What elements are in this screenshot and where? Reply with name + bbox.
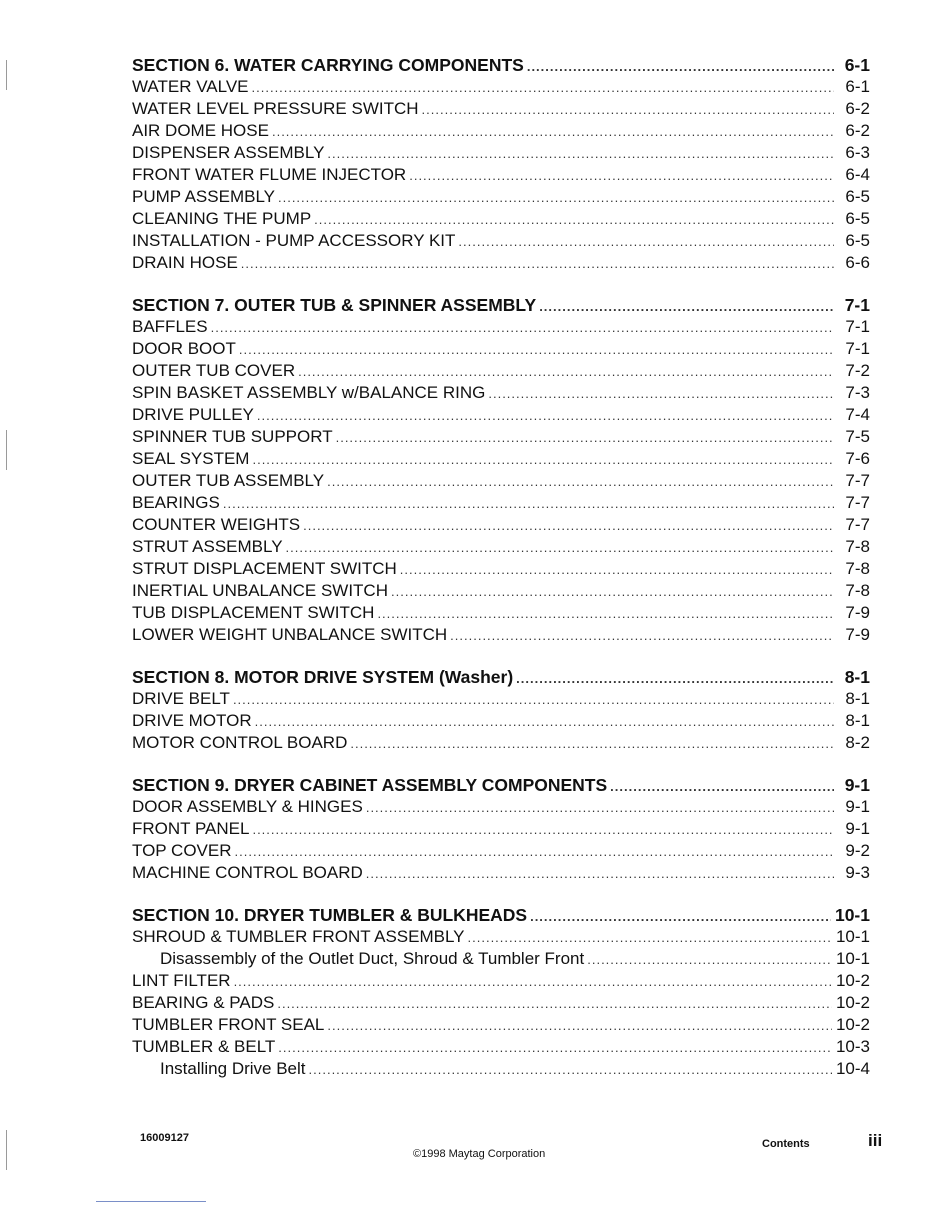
toc-entry[interactable] (132, 164, 870, 186)
dot-leader (409, 165, 834, 187)
toc-entry[interactable] (132, 404, 870, 426)
toc-entry-page: 9-1 (845, 819, 870, 838)
toc-entry-title: MOTOR CONTROL BOARD (132, 733, 348, 752)
dot-leader (587, 949, 832, 971)
toc-entry[interactable] (132, 382, 870, 404)
toc-entry-title: TUB DISPLACEMENT SWITCH (132, 603, 375, 622)
toc-entry-page: 6-5 (845, 187, 870, 206)
toc-entry-title: STRUT ASSEMBLY (132, 537, 283, 556)
toc-entry-page: 6-4 (845, 165, 870, 184)
dot-leader (327, 1015, 832, 1037)
dot-leader (252, 819, 834, 841)
dot-leader (252, 77, 834, 99)
table-of-contents (132, 54, 870, 1100)
toc-entry-page: 6-3 (845, 143, 870, 162)
toc-entry-page: 7-1 (844, 295, 870, 315)
toc-entry-page: 7-1 (845, 339, 870, 358)
page-number: iii (868, 1131, 883, 1150)
dot-leader (257, 405, 834, 427)
dot-leader (298, 361, 834, 383)
toc-entry-page: 8-2 (845, 733, 870, 752)
toc-section-6 (132, 54, 870, 274)
toc-entry-title: FRONT WATER FLUME INJECTOR (132, 165, 407, 184)
dot-leader (327, 143, 834, 165)
toc-entry-page: 6-2 (845, 121, 870, 140)
toc-entry-title: DRIVE MOTOR (132, 711, 252, 730)
dot-leader (336, 427, 834, 449)
toc-entry-title: CLEANING THE PUMP (132, 209, 312, 228)
toc-entry[interactable] (132, 624, 870, 646)
toc-entry-title: DRAIN HOSE (132, 253, 238, 272)
toc-entry[interactable] (132, 492, 870, 514)
toc-entry-title: DRIVE BELT (132, 689, 230, 708)
dot-leader (516, 668, 834, 690)
toc-entry[interactable] (132, 514, 870, 536)
toc-entry-page: 7-8 (845, 581, 870, 600)
dot-leader (527, 56, 834, 78)
toc-section-heading[interactable] (132, 666, 870, 688)
toc-entry-title: DRIVE PULLEY (132, 405, 254, 424)
toc-entry-title: SECTION 10. DRYER TUMBLER & BULKHEADS (132, 905, 528, 925)
dot-leader (241, 253, 834, 275)
dot-leader (278, 187, 834, 209)
toc-entry-page: 7-3 (845, 383, 870, 402)
toc-entry-page: 6-1 (845, 77, 870, 96)
toc-entry[interactable] (132, 818, 870, 840)
toc-entry[interactable] (132, 230, 870, 252)
toc-entry-title: PUMP ASSEMBLY (132, 187, 275, 206)
toc-entry-title: STRUT DISPLACEMENT SWITCH (132, 559, 397, 578)
dot-leader (610, 776, 834, 798)
dot-leader (366, 863, 834, 885)
toc-entry-page: 10-2 (835, 1015, 870, 1034)
toc-entry[interactable] (132, 926, 870, 948)
toc-entry-page: 6-6 (845, 253, 870, 272)
toc-entry-title: SEAL SYSTEM (132, 449, 250, 468)
document-code: 16009127 (140, 1132, 189, 1144)
toc-entry[interactable] (132, 1014, 870, 1036)
toc-entry-page: 10-3 (835, 1037, 870, 1056)
toc-entry-title: AIR DOME HOSE (132, 121, 269, 140)
toc-entry[interactable] (132, 186, 870, 208)
toc-entry-page: 10-2 (835, 993, 870, 1012)
dot-leader (252, 449, 834, 471)
toc-entry-page: 7-5 (845, 427, 870, 446)
toc-section-heading[interactable] (132, 54, 870, 76)
dot-leader (277, 993, 832, 1015)
toc-entry-title: MACHINE CONTROL BOARD (132, 863, 363, 882)
toc-entry-title: INERTIAL UNBALANCE SWITCH (132, 581, 388, 600)
dot-leader (234, 971, 832, 993)
dot-leader (223, 493, 834, 515)
dot-leader (327, 471, 834, 493)
toc-entry[interactable] (132, 360, 870, 382)
toc-entry-page: 7-7 (845, 515, 870, 534)
toc-entry-page: 8-1 (845, 689, 870, 708)
toc-section-8 (132, 666, 870, 754)
toc-entry-title: BEARING & PADS (132, 993, 275, 1012)
toc-entry[interactable] (132, 252, 870, 274)
dot-leader (278, 1037, 832, 1059)
dot-leader (377, 603, 834, 625)
toc-entry[interactable] (132, 862, 870, 884)
toc-entry[interactable] (132, 580, 870, 602)
toc-entry[interactable] (132, 448, 870, 470)
toc-entry-title: TUMBLER & BELT (132, 1037, 276, 1056)
toc-subentry[interactable] (132, 1058, 870, 1080)
dot-leader (366, 797, 834, 819)
scan-margin-mark (6, 1130, 7, 1170)
copyright-notice: ©1998 Maytag Corporation (413, 1148, 546, 1160)
toc-section-7 (132, 294, 870, 646)
toc-entry-title: TUMBLER FRONT SEAL (132, 1015, 325, 1034)
toc-entry-page: 10-2 (835, 971, 870, 990)
toc-entry-title: LINT FILTER (132, 971, 231, 990)
toc-entry-page: 6-2 (845, 99, 870, 118)
toc-entry-page: 8-1 (844, 667, 870, 687)
dot-leader (309, 1059, 832, 1081)
dot-leader (391, 581, 834, 603)
toc-entry[interactable] (132, 796, 870, 818)
toc-entry-page: 10-1 (835, 927, 870, 946)
dot-leader (422, 99, 834, 121)
toc-entry-page: 9-1 (844, 775, 870, 795)
toc-entry-page: 6-5 (845, 231, 870, 250)
toc-entry-page: 9-2 (845, 841, 870, 860)
toc-entry[interactable] (132, 426, 870, 448)
dot-leader (539, 296, 834, 318)
toc-entry[interactable] (132, 970, 870, 992)
dot-leader (488, 383, 834, 405)
toc-entry-title: INSTALLATION - PUMP ACCESSORY KIT (132, 231, 456, 250)
toc-entry-page: 7-2 (845, 361, 870, 380)
toc-entry-title: WATER LEVEL PRESSURE SWITCH (132, 99, 419, 118)
toc-entry-title: BEARINGS (132, 493, 220, 512)
toc-entry[interactable] (132, 840, 870, 862)
toc-entry-page: 7-8 (845, 537, 870, 556)
dot-leader (450, 625, 834, 647)
toc-entry[interactable] (132, 710, 870, 732)
toc-entry[interactable] (132, 470, 870, 492)
toc-entry-page: 7-9 (845, 603, 870, 622)
toc-entry-title: SECTION 8. MOTOR DRIVE SYSTEM (Washer) (132, 667, 514, 687)
toc-entry-title: Installing Drive Belt (160, 1059, 306, 1078)
toc-entry-title: DISPENSER ASSEMBLY (132, 143, 325, 162)
dot-leader (286, 537, 834, 559)
toc-entry-page: 7-7 (845, 471, 870, 490)
toc-entry-page: 6-1 (844, 55, 870, 75)
dot-leader (400, 559, 834, 581)
toc-entry-page: 7-1 (845, 317, 870, 336)
toc-subentry[interactable] (132, 948, 870, 970)
toc-entry-title: SECTION 7. OUTER TUB & SPINNER ASSEMBLY (132, 295, 537, 315)
toc-entry-title: COUNTER WEIGHTS (132, 515, 301, 534)
dot-leader (233, 689, 834, 711)
dot-leader (303, 515, 834, 537)
toc-entry-title: FRONT PANEL (132, 819, 250, 838)
toc-entry-title: SECTION 9. DRYER CABINET ASSEMBLY COMPONENTS (132, 775, 608, 795)
toc-entry-page: 7-6 (845, 449, 870, 468)
toc-entry[interactable] (132, 76, 870, 98)
scan-margin-mark (6, 430, 7, 470)
dot-leader (235, 841, 834, 863)
toc-entry-title: SPINNER TUB SUPPORT (132, 427, 333, 446)
toc-entry[interactable] (132, 536, 870, 558)
toc-entry-page: 7-8 (845, 559, 870, 578)
toc-entry-page: 9-1 (845, 797, 870, 816)
toc-entry[interactable] (132, 120, 870, 142)
toc-entry-page: 6-5 (845, 209, 870, 228)
toc-section-10 (132, 904, 870, 1080)
toc-entry-title: OUTER TUB COVER (132, 361, 296, 380)
toc-entry-title: BAFFLES (132, 317, 208, 336)
toc-entry-title: SECTION 6. WATER CARRYING COMPONENTS (132, 55, 524, 75)
toc-section-heading[interactable] (132, 294, 870, 316)
toc-entry[interactable] (132, 732, 870, 754)
footer-contents-label: Contents (762, 1138, 810, 1150)
toc-entry-title: OUTER TUB ASSEMBLY (132, 471, 325, 490)
toc-entry[interactable] (132, 688, 870, 710)
toc-entry-title: LOWER WEIGHT UNBALANCE SWITCH (132, 625, 448, 644)
scan-artifact-line (96, 1201, 206, 1202)
toc-entry-page: 7-7 (845, 493, 870, 512)
dot-leader (255, 711, 834, 733)
dot-leader (211, 317, 834, 339)
toc-entry-page: 10-4 (835, 1059, 870, 1078)
toc-entry-page: 7-4 (845, 405, 870, 424)
toc-entry-page: 10-1 (834, 905, 870, 925)
toc-entry[interactable] (132, 1036, 870, 1058)
scan-margin-mark (6, 60, 7, 90)
toc-entry-title: WATER VALVE (132, 77, 249, 96)
toc-entry[interactable] (132, 142, 870, 164)
toc-section-heading[interactable] (132, 774, 870, 796)
toc-entry-title: DOOR ASSEMBLY & HINGES (132, 797, 363, 816)
toc-entry-title: SPIN BASKET ASSEMBLY w/BALANCE RING (132, 383, 486, 402)
dot-leader (272, 121, 834, 143)
dot-leader (458, 231, 834, 253)
toc-entry-title: TOP COVER (132, 841, 232, 860)
toc-entry-page: 10-1 (835, 949, 870, 968)
toc-section-heading[interactable] (132, 904, 870, 926)
toc-entry-page: 9-3 (845, 863, 870, 882)
dot-leader (239, 339, 834, 361)
toc-entry[interactable] (132, 558, 870, 580)
toc-entry[interactable] (132, 208, 870, 230)
toc-entry-title: Disassembly of the Outlet Duct, Shroud & Tumbler Front (160, 949, 585, 968)
toc-entry-title: SHROUD & TUMBLER FRONT ASSEMBLY (132, 927, 465, 946)
toc-entry[interactable] (132, 602, 870, 624)
toc-entry[interactable] (132, 992, 870, 1014)
toc-entry-page: 7-9 (845, 625, 870, 644)
toc-entry-title: DOOR BOOT (132, 339, 236, 358)
dot-leader (350, 733, 834, 755)
dot-leader (530, 906, 831, 928)
toc-section-9 (132, 774, 870, 884)
toc-entry[interactable] (132, 98, 870, 120)
toc-entry[interactable] (132, 316, 870, 338)
toc-entry-page: 8-1 (845, 711, 870, 730)
toc-entry[interactable] (132, 338, 870, 360)
dot-leader (314, 209, 834, 231)
dot-leader (468, 927, 832, 949)
